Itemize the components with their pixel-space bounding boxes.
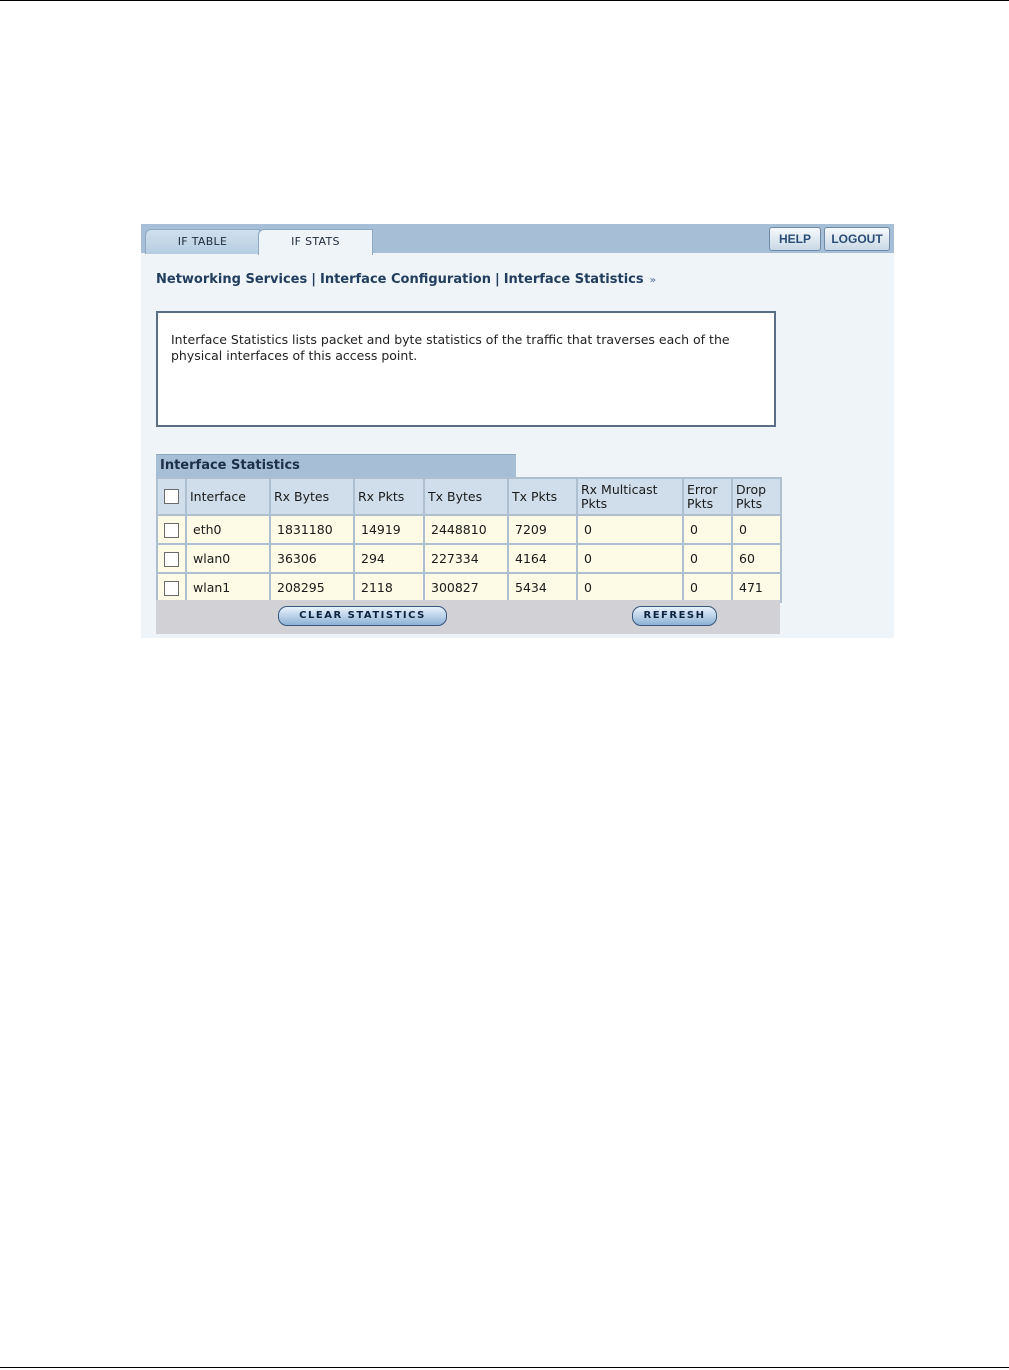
row-select-cell <box>157 573 186 602</box>
table-cell: 0 <box>577 515 683 544</box>
interface-statistics-panel <box>141 224 894 638</box>
table-cell: 5434 <box>508 573 577 602</box>
table-cell: 2448810 <box>424 515 508 544</box>
breadcrumb-networking-services[interactable]: Networking Services <box>156 272 308 287</box>
description-box <box>156 311 776 427</box>
row-checkbox[interactable] <box>164 552 179 567</box>
column-header: Rx Multicast Pkts <box>577 478 683 515</box>
breadcrumb <box>156 272 656 287</box>
table-cell: 227334 <box>424 544 508 573</box>
column-header: Tx Pkts <box>508 478 577 515</box>
table-cell: 60 <box>732 544 781 573</box>
page-top-rule <box>0 0 1009 1</box>
breadcrumb-separator: | <box>311 272 316 287</box>
row-checkbox[interactable] <box>164 581 179 596</box>
column-header: Interface <box>186 478 270 515</box>
table-cell: 1831180 <box>270 515 354 544</box>
table-row <box>157 544 781 573</box>
table-row <box>157 515 781 544</box>
table-cell: 7209 <box>508 515 577 544</box>
table-cell: 14919 <box>354 515 424 544</box>
column-header: Rx Pkts <box>354 478 424 515</box>
table-cell: wlan1 <box>186 573 270 602</box>
table-cell: 36306 <box>270 544 354 573</box>
table-cell: wlan0 <box>186 544 270 573</box>
table-cell: 2118 <box>354 573 424 602</box>
table-cell: 0 <box>683 515 732 544</box>
table-cell: 0 <box>683 544 732 573</box>
tab-bar <box>141 224 894 253</box>
breadcrumb-interface-statistics: Interface Statistics <box>503 272 644 287</box>
column-header: Error Pkts <box>683 478 732 515</box>
column-header: Rx Bytes <box>270 478 354 515</box>
table-cell: 208295 <box>270 573 354 602</box>
table-cell: 294 <box>354 544 424 573</box>
column-header: Drop Pkts <box>732 478 781 515</box>
help-button[interactable]: HELP <box>769 227 821 251</box>
clear-statistics-button[interactable]: CLEAR STATISTICS <box>278 606 447 626</box>
section-title: Interface Statistics <box>160 458 300 473</box>
page-bottom-rule <box>0 1367 1009 1368</box>
description-text: Interface Statistics lists packet and byte statistics of the traffic that traverses each of the physical interfaces of this access point. <box>171 332 730 363</box>
table-cell: 300827 <box>424 573 508 602</box>
interface-stats-table <box>156 477 782 603</box>
refresh-button[interactable]: REFRESH <box>632 606 717 626</box>
action-bar <box>156 600 780 634</box>
tab-if-stats[interactable]: IF STATS <box>258 229 373 255</box>
row-select-cell <box>157 515 186 544</box>
select-all-checkbox[interactable] <box>164 489 179 504</box>
column-header: Tx Bytes <box>424 478 508 515</box>
row-checkbox[interactable] <box>164 523 179 538</box>
tab-if-table[interactable]: IF TABLE <box>145 229 260 254</box>
breadcrumb-separator: | <box>494 272 500 287</box>
table-row <box>157 573 781 602</box>
table-cell: 0 <box>577 573 683 602</box>
table-cell: 0 <box>577 544 683 573</box>
chevron-right-icon: » <box>649 275 657 286</box>
table-cell: 4164 <box>508 544 577 573</box>
section-header <box>156 454 516 477</box>
table-cell: 471 <box>732 573 781 602</box>
logout-button[interactable]: LOGOUT <box>824 227 890 251</box>
table-header-row <box>157 478 781 515</box>
table-cell: 0 <box>683 573 732 602</box>
breadcrumb-interface-configuration[interactable]: Interface Configuration <box>319 272 491 287</box>
table-cell: 0 <box>732 515 781 544</box>
table-cell: eth0 <box>186 515 270 544</box>
row-select-cell <box>157 544 186 573</box>
select-all-cell <box>157 478 186 515</box>
